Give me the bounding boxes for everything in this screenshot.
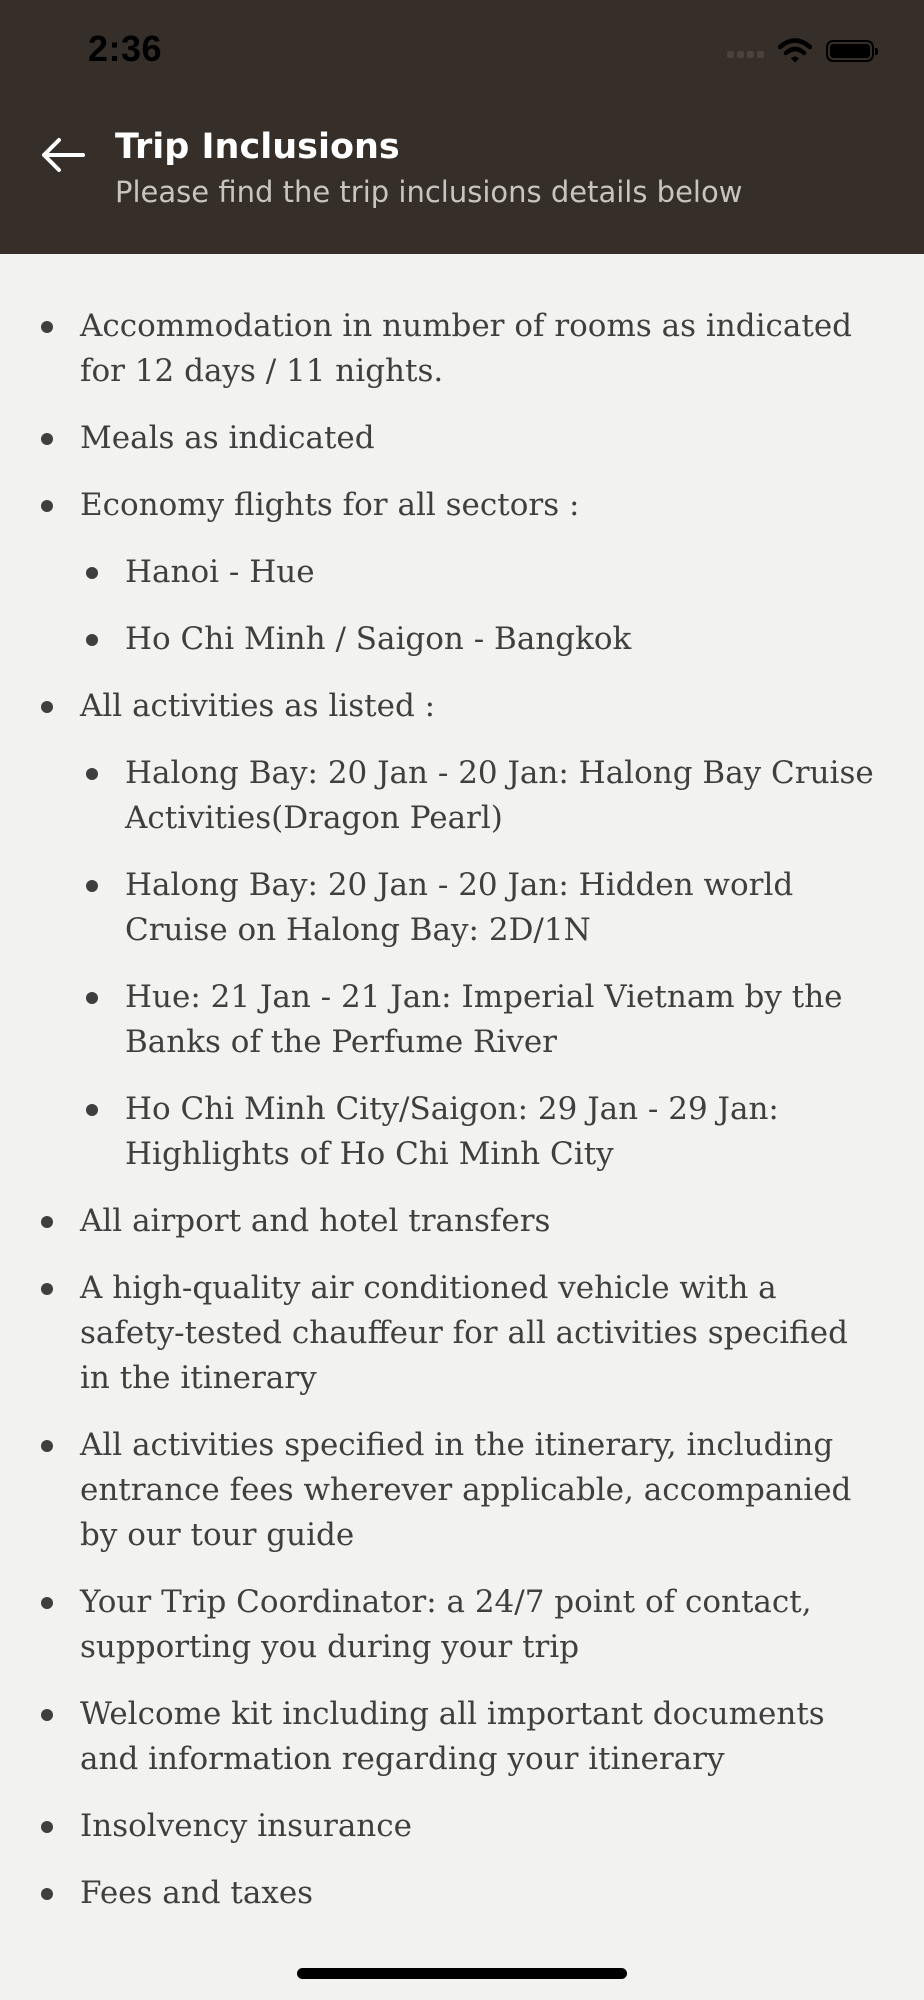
inclusion-text: Fees and taxes bbox=[80, 1875, 314, 1911]
inclusion-text: Halong Bay: 20 Jan - 20 Jan: Hidden world Cruise on Halong Bay: 2D/1N bbox=[125, 867, 794, 948]
inclusion-item bbox=[0, 1266, 924, 1401]
inclusion-text: Hanoi - Hue bbox=[125, 554, 315, 590]
bullet-icon bbox=[86, 1104, 98, 1116]
wifi-icon bbox=[778, 38, 812, 64]
page-title: Trip Inclusions bbox=[115, 127, 400, 167]
battery-icon bbox=[826, 40, 874, 62]
inclusion-text: All activities specified in the itinerary, including entrance fees wherever applicable, accompanied by our tour guide bbox=[80, 1427, 852, 1553]
status-bar-indicators bbox=[727, 34, 874, 68]
inclusion-text: Accommodation in number of rooms as indicated for 12 days / 11 nights. bbox=[80, 308, 853, 389]
inclusion-item bbox=[0, 1692, 924, 1782]
bullet-icon bbox=[41, 1709, 53, 1721]
bullet-icon bbox=[41, 701, 53, 713]
inclusion-subitem bbox=[0, 550, 924, 595]
bullet-icon bbox=[86, 768, 98, 780]
inclusion-text: All activities as listed : bbox=[80, 688, 436, 724]
inclusion-text: Your Trip Coordinator: a 24/7 point of contact, supporting you during your trip bbox=[80, 1584, 812, 1665]
inclusion-text: Welcome kit including all important documents and information regarding your itinerary bbox=[80, 1696, 825, 1777]
bullet-icon bbox=[41, 1216, 53, 1228]
bullet-icon bbox=[41, 1440, 53, 1452]
inclusion-item bbox=[0, 1804, 924, 1849]
bullet-icon bbox=[86, 634, 98, 646]
inclusion-text: Insolvency insurance bbox=[80, 1808, 412, 1844]
app-header bbox=[0, 0, 924, 254]
inclusion-item bbox=[0, 483, 924, 528]
inclusion-item bbox=[0, 684, 924, 729]
inclusion-item bbox=[0, 1423, 924, 1558]
bullet-icon bbox=[41, 500, 53, 512]
inclusion-text: All airport and hotel transfers bbox=[80, 1203, 551, 1239]
inclusion-subitem bbox=[0, 863, 924, 953]
home-indicator[interactable] bbox=[297, 1968, 627, 1979]
inclusions-list bbox=[0, 304, 924, 1938]
inclusion-subitem bbox=[0, 751, 924, 841]
bullet-icon bbox=[41, 1821, 53, 1833]
page-subtitle: Please find the trip inclusions details below bbox=[115, 175, 743, 209]
inclusion-text: Ho Chi Minh / Saigon - Bangkok bbox=[125, 621, 632, 657]
bullet-icon bbox=[41, 433, 53, 445]
inclusion-text: Hue: 21 Jan - 21 Jan: Imperial Vietnam by the Banks of the Perfume River bbox=[125, 979, 843, 1060]
inclusion-subitem bbox=[0, 975, 924, 1065]
bullet-icon bbox=[86, 567, 98, 579]
bullet-icon bbox=[41, 1283, 53, 1295]
cellular-signal-icon bbox=[727, 44, 764, 58]
inclusion-text: Economy flights for all sectors : bbox=[80, 487, 580, 523]
status-bar-time: 2:36 bbox=[88, 28, 163, 69]
inclusion-subitem bbox=[0, 1087, 924, 1177]
bullet-icon bbox=[86, 880, 98, 892]
back-button[interactable] bbox=[38, 130, 88, 180]
bullet-icon bbox=[41, 321, 53, 333]
inclusion-item bbox=[0, 1871, 924, 1916]
inclusion-item bbox=[0, 416, 924, 461]
inclusion-text: Ho Chi Minh City/Saigon: 29 Jan - 29 Jan: Highlights of Ho Chi Minh City bbox=[125, 1091, 779, 1172]
bullet-icon bbox=[86, 992, 98, 1004]
arrow-left-icon bbox=[39, 135, 87, 175]
inclusion-text: Meals as indicated bbox=[80, 420, 375, 456]
inclusion-item bbox=[0, 1580, 924, 1670]
inclusion-item bbox=[0, 1199, 924, 1244]
inclusion-subitem bbox=[0, 617, 924, 662]
bullet-icon bbox=[41, 1888, 53, 1900]
bullet-icon bbox=[41, 1597, 53, 1609]
inclusion-text: Halong Bay: 20 Jan - 20 Jan: Halong Bay Cruise Activities(Dragon Pearl) bbox=[125, 755, 874, 836]
inclusion-item bbox=[0, 304, 924, 394]
inclusion-text: A high-quality air conditioned vehicle with a safety-tested chauffeur for all activities specified in the itinerary bbox=[80, 1270, 848, 1396]
